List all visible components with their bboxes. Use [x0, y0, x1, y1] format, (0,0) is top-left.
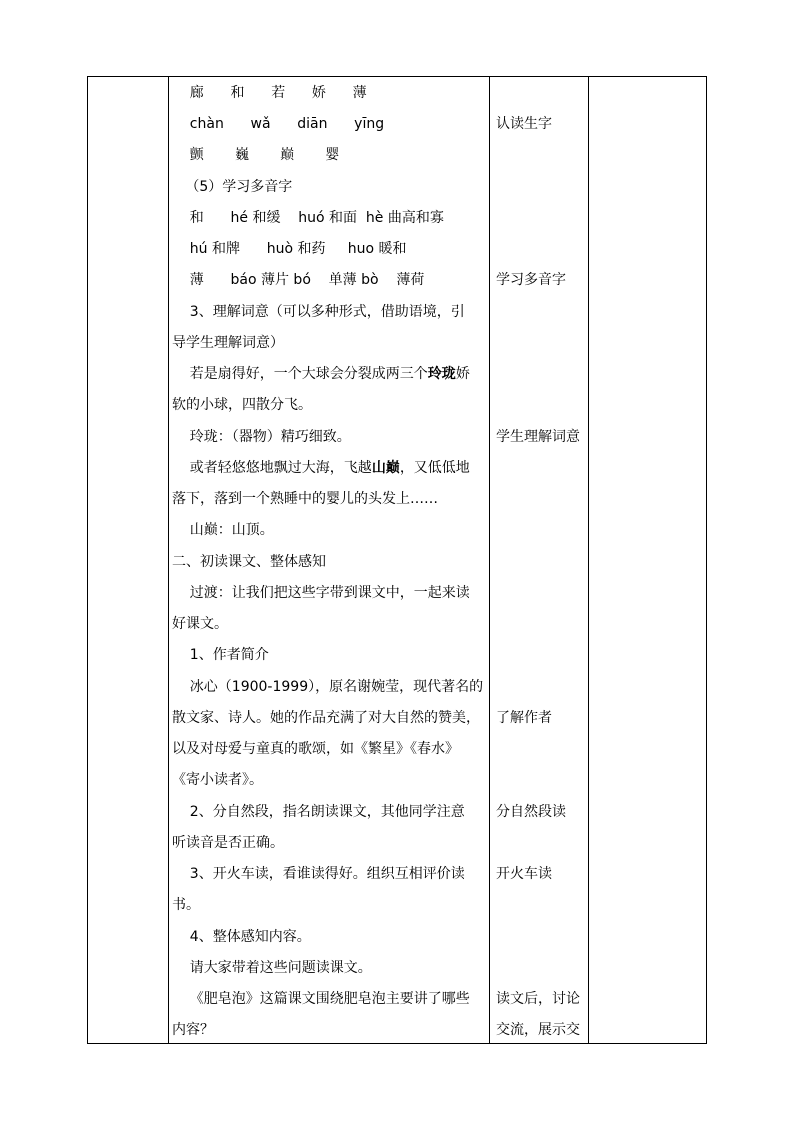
- text-line: 2、分自然段，指名朗读课文，其他同学注意: [172, 804, 465, 820]
- student-activity: 读文后，讨论: [496, 991, 580, 1007]
- text-line: （5）学习多音字: [172, 179, 293, 195]
- text-line: 以及对母爱与童真的歌颂，如《繁星》《春水》: [172, 741, 459, 757]
- text-line: 薄 báo 薄片 bó 单薄 bò 薄荷: [172, 272, 425, 288]
- student-activity: 认读生字: [496, 116, 552, 132]
- text-line: 软的小球，四散分飞。: [172, 397, 312, 413]
- text-line: 颤 巍 巅 婴: [172, 147, 340, 163]
- text-line: 内容？: [172, 1022, 214, 1038]
- student-activity: 了解作者: [496, 710, 552, 726]
- text-line: 3、开火车读，看谁读得好。组织互相评价读: [172, 866, 465, 882]
- text-line: 落下，落到一个熟睡中的婴儿的头发上……: [172, 491, 438, 507]
- text-segment: ，又低低地: [399, 460, 470, 476]
- text-line: 1、作者简介: [172, 647, 269, 663]
- text-line: 冰心（1900-1999），原名谢婉莹，现代著名的: [172, 679, 484, 695]
- text-line: 请大家带着这些问题读课文。: [172, 960, 372, 976]
- text-segment: 娇: [455, 366, 470, 382]
- lesson-plan-table: [87, 76, 707, 1044]
- text-line: 玲珑：（器物）精巧细致。: [172, 429, 351, 445]
- student-activity: 开火车读: [496, 866, 552, 882]
- column-divider: [489, 77, 490, 1043]
- text-line: 3、理解词意（可以多种形式，借助语境，引: [172, 304, 465, 320]
- student-activity: 学生理解词意: [496, 429, 580, 445]
- text-line: 散文家、诗人。她的作品充满了对大自然的赞美，: [172, 710, 480, 726]
- text-line: 《寄小读者》。: [172, 772, 263, 788]
- text-segment: 若是扇得好，一个大球会分裂成两三个: [172, 366, 428, 382]
- text-line: hú 和牌 huò 和药 huo 暖和: [172, 241, 407, 257]
- student-activity: 学习多音字: [496, 272, 566, 288]
- text-line: 《肥皂泡》这篇课文围绕肥皂泡主要讲了哪些: [172, 991, 470, 1007]
- text-line: [172, 458, 470, 478]
- column-divider: [588, 77, 589, 1043]
- text-line: 和 hé 和缓 huó 和面 hè 曲高和寡: [172, 210, 444, 226]
- bold-term: 玲珑: [427, 366, 456, 382]
- text-segment: 或者轻悠悠地飘过大海，飞越: [172, 460, 372, 476]
- student-activity: 分自然段读: [496, 804, 566, 820]
- student-activity: 交流，展示交: [496, 1022, 580, 1038]
- bold-term: 山巅: [371, 460, 400, 476]
- text-line: chàn wǎ diān yīng: [172, 116, 385, 132]
- column-divider: [168, 77, 169, 1043]
- text-line: 山巅：山顶。: [172, 522, 274, 538]
- text-line: 导学生理解词意）: [172, 335, 284, 351]
- section-heading: 二、初读课文、整体感知: [172, 554, 326, 570]
- text-line: 听读音是否正确。: [172, 835, 284, 851]
- text-line: 4、整体感知内容。: [172, 929, 311, 945]
- text-line: 书。: [172, 897, 200, 913]
- text-line: [172, 364, 470, 384]
- text-line: 过渡：让我们把这些字带到课文中，一起来读: [172, 585, 470, 601]
- text-line: 好课文。: [172, 616, 228, 632]
- text-line: 廊 和 若 娇 薄: [172, 85, 367, 101]
